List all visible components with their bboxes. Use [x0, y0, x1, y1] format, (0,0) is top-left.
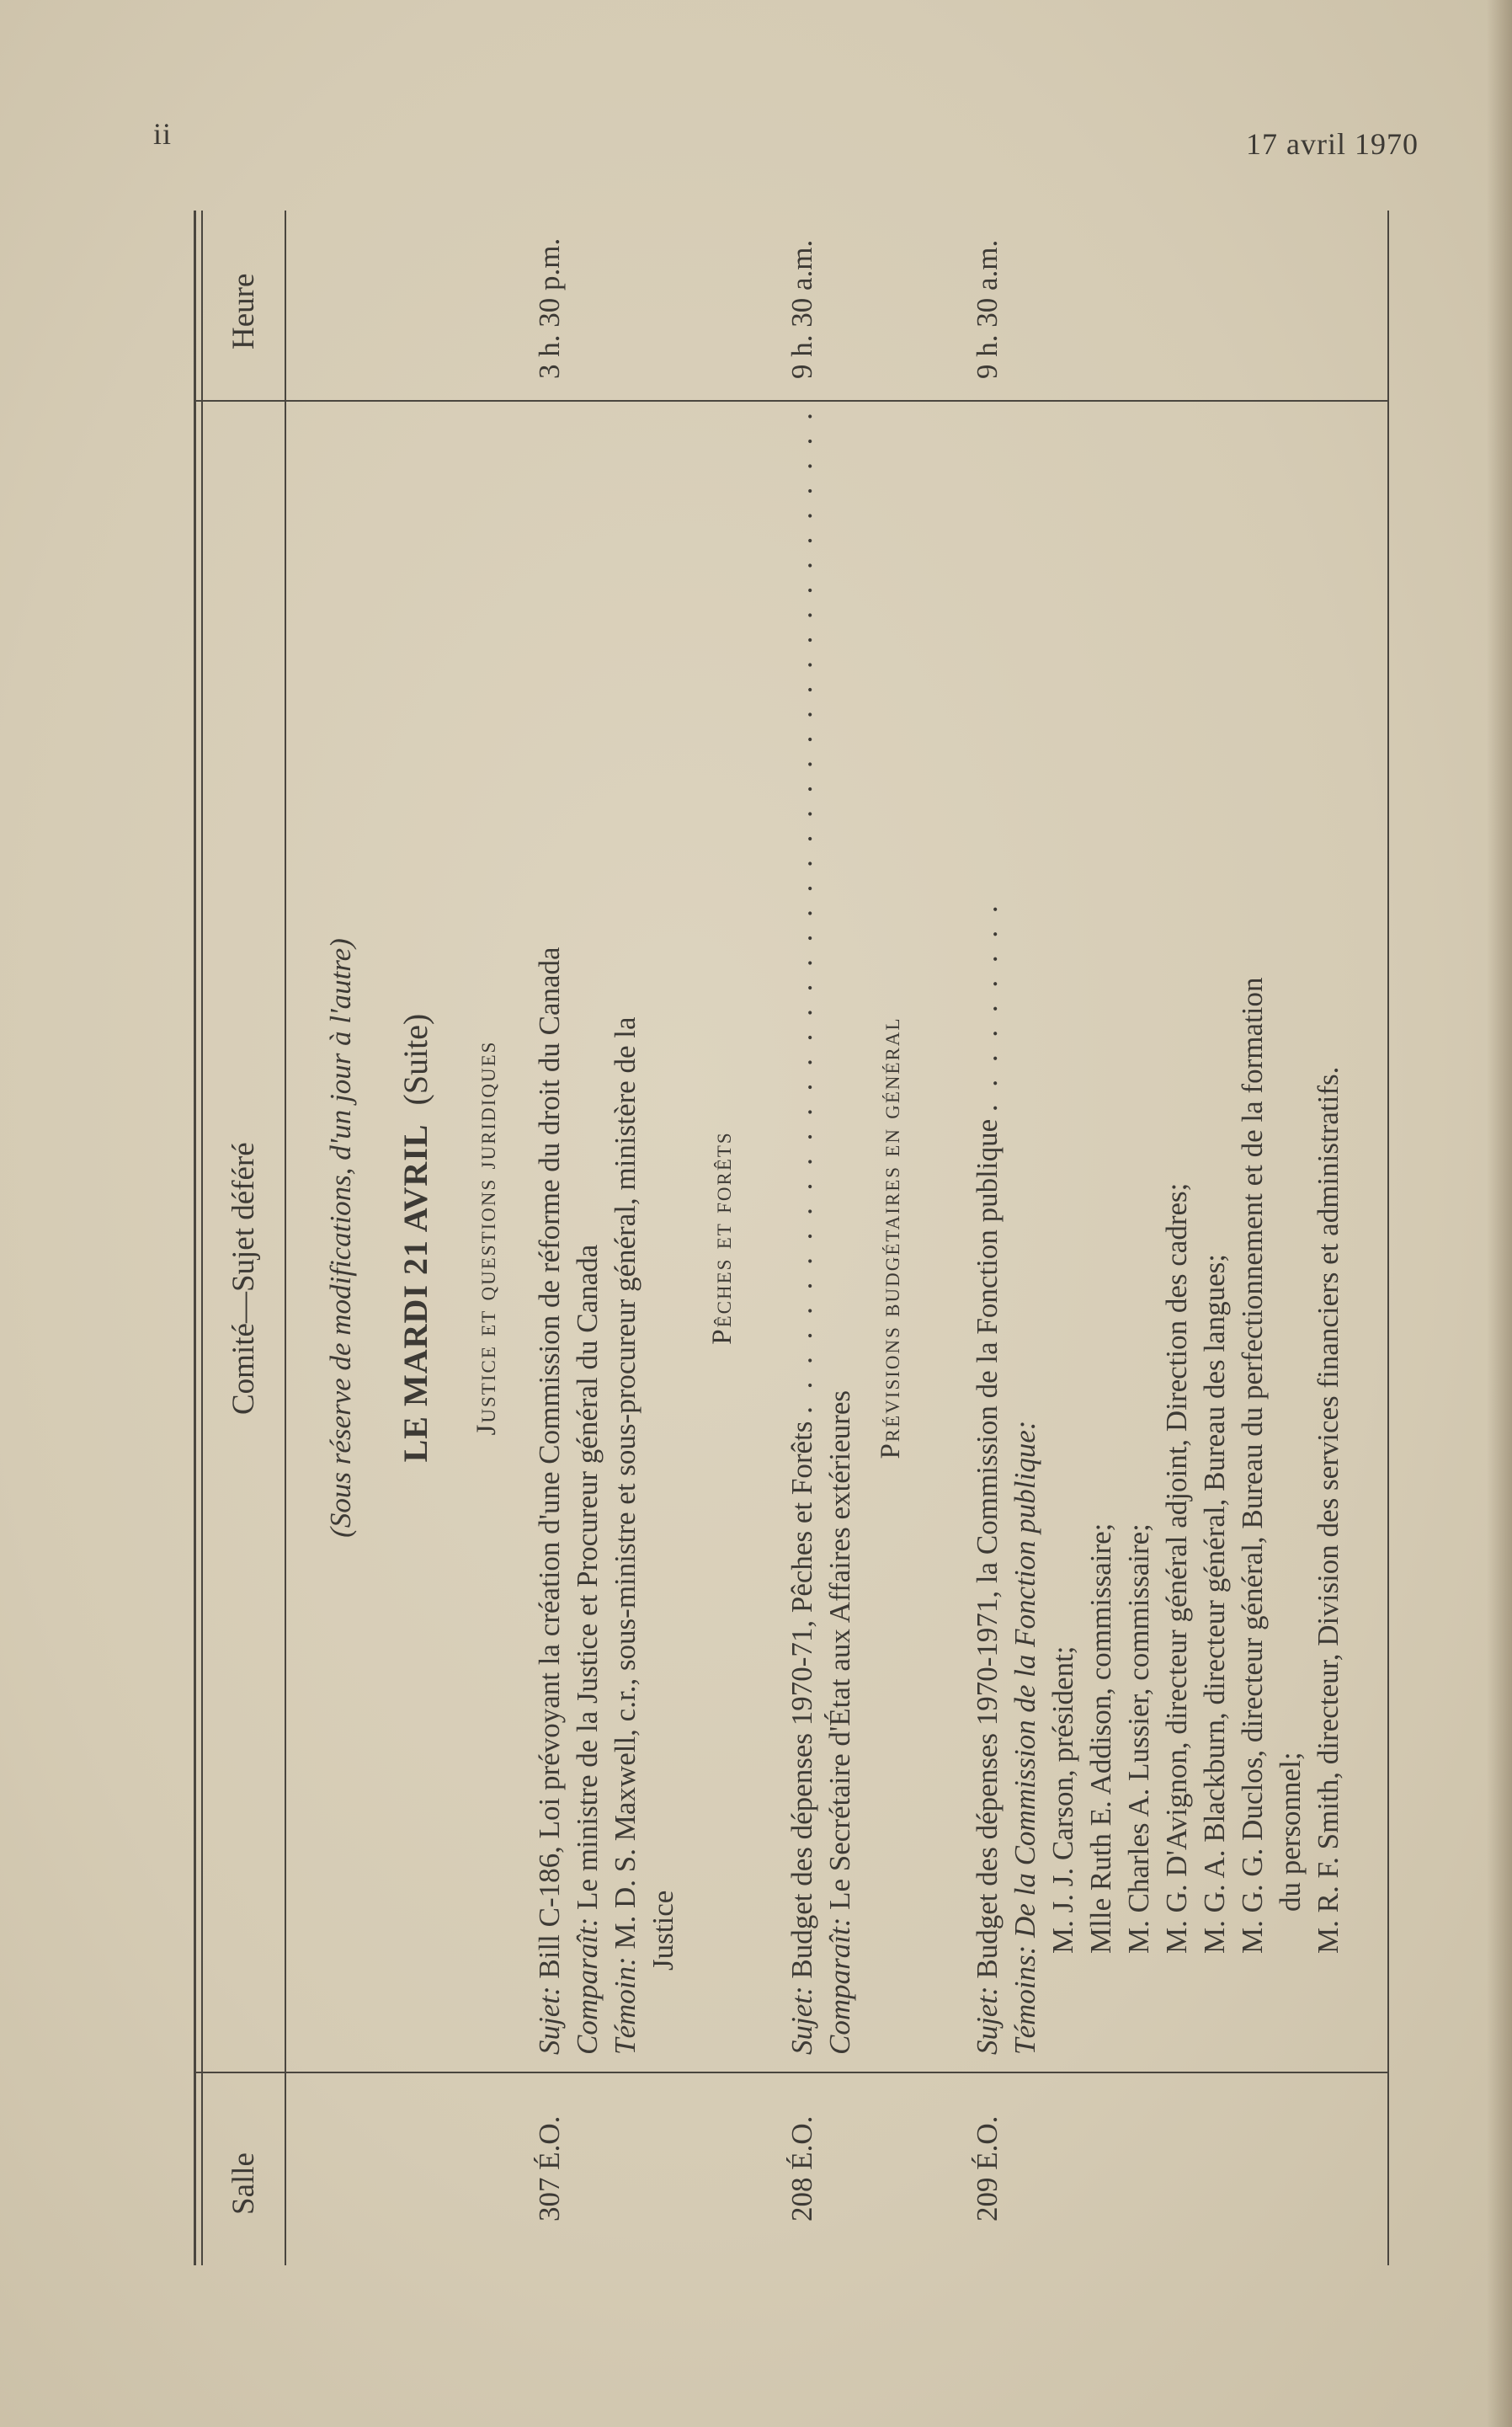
- appears-text: Le Secrétaire d'État aux Affaires extérieures: [823, 1390, 856, 1910]
- appears-line: [821, 421, 859, 2055]
- witness-item: M. R. F. Smith, directeur, Division des services financiers et administratifs.: [1312, 1066, 1344, 1954]
- subject-label: Sujet:: [971, 1986, 1004, 2055]
- table-bottom-rule: [1387, 211, 1389, 2265]
- day-heading: [396, 413, 435, 2063]
- section-1-body: [530, 421, 682, 2055]
- schedule-notice: (Sous réserve de modifications, d'un jour à l'autre): [324, 938, 357, 1538]
- appears-label: Comparaît:: [571, 1917, 604, 2055]
- dot-leader: . . . . . . . . . . . . . . . . . . . . . . . . . . . . . . . . . . . . . . . . .: [785, 408, 818, 1414]
- time-section-3: 9 h. 30 a.m.: [971, 239, 1004, 379]
- subject-line: [530, 421, 568, 2055]
- subject-text: Budget des dépenses 1970-1971, la Commission de la Fonction publique: [971, 1118, 1004, 1979]
- table-top-rule-inner: [201, 211, 203, 2265]
- witness-item: M. G. G. Duclos, directeur général, Bureau du perfectionnement et de la formation: [1236, 977, 1269, 1954]
- column-header-salle: Salle: [226, 2152, 261, 2215]
- section-heading-previsions: Prévisions budgétaires en général: [876, 1016, 906, 1459]
- witness-text: M. D. S. Maxwell, c.r., sous-ministre et sous-procureur général, ministère de la: [609, 1016, 642, 1950]
- column-header-comite: Comité—Sujet déféré: [226, 1142, 261, 1415]
- column-divider-1: [194, 2072, 1389, 2073]
- section-heading-peches: Pêches et forêts: [707, 1131, 737, 1345]
- time-section-1: 3 h. 30 p.m.: [533, 237, 566, 379]
- witness-item: M. G. A. Blackburn, directeur général, Bureau des langues;: [1198, 1254, 1231, 1954]
- subject-text: Budget des dépenses 1970-71, Pêches et Forêts: [785, 1421, 818, 1979]
- appears-label: Comparaît:: [823, 1917, 856, 2055]
- section-2-body: [783, 408, 859, 2055]
- witness-item: Mlle Ruth E. Addison, commissaire;: [1084, 1523, 1117, 1954]
- witnesses-label: Témoins:: [1009, 1944, 1041, 2055]
- appears-line: [568, 421, 606, 2055]
- column-header-heure: Heure: [226, 273, 261, 349]
- room-209: 209 É.O.: [971, 2115, 1004, 2222]
- subject-text: Bill C-186, Loi prévoyant la création d'une Commission de réforme du droit du Canada: [533, 947, 566, 1979]
- day-suffix: (Suite): [397, 1013, 434, 1106]
- witnesses-line: [1006, 421, 1044, 2055]
- appears-text: Le ministre de la Justice et Procureur général du Canada: [571, 1244, 604, 1910]
- column-divider-2: [194, 400, 1389, 402]
- witness-continuation: Justice: [647, 1890, 679, 1971]
- day-title: LE MARDI 21 AVRIL: [397, 1123, 434, 1463]
- witnesses-intro: De la Commission de la Fonction publique:: [1009, 1420, 1041, 1938]
- room-208: 208 É.O.: [785, 2115, 818, 2222]
- page-date: 17 avril 1970: [1246, 127, 1419, 161]
- subject-line: [783, 408, 821, 2055]
- rotated-table: [194, 211, 1389, 2265]
- section-heading-justice: Justice et questions juridiques: [471, 1040, 502, 1436]
- subject-label: Sujet:: [533, 1986, 566, 2055]
- table-top-rule: [194, 211, 196, 2265]
- witness-item: M. J. J. Carson, président;: [1046, 1646, 1079, 1954]
- witness-item: M. Charles A. Lussier, commissaire;: [1122, 1523, 1155, 1954]
- page-number: ii: [153, 117, 173, 151]
- witness-line: [606, 421, 644, 2055]
- header-bottom-rule: [285, 211, 286, 2265]
- dot-leader: . . . . . . . . .: [971, 900, 1004, 1112]
- section-3-body: [968, 421, 1347, 2055]
- witness-label: Témoin:: [609, 1956, 642, 2055]
- binding-shadow: [1487, 0, 1512, 2427]
- witness-item: M. G. D'Avignon, directeur général adjoint, Direction des cadres;: [1160, 1182, 1193, 1954]
- subject-line: [968, 421, 1006, 2055]
- time-section-2: 9 h. 30 a.m.: [785, 239, 818, 379]
- witness-item-continuation: du personnel;: [1274, 1752, 1307, 1912]
- room-307: 307 É.O.: [533, 2115, 566, 2222]
- subject-label: Sujet:: [785, 1986, 818, 2055]
